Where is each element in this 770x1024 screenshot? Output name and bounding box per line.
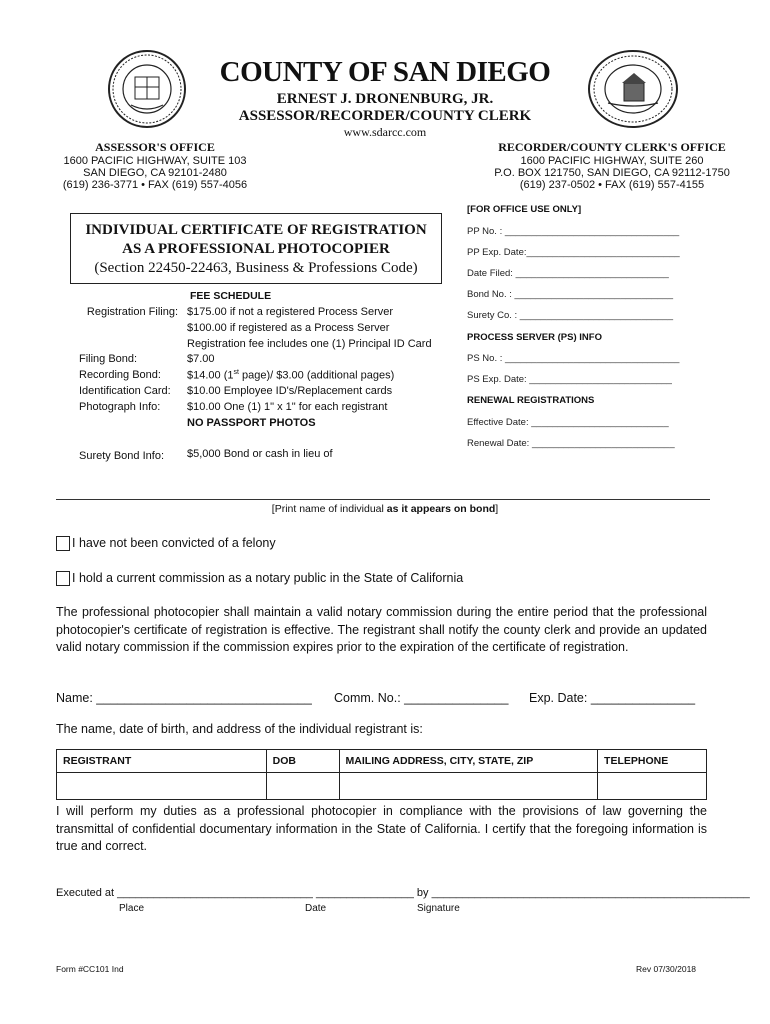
address-column-header: MAILING ADDRESS, CITY, STATE, ZIP bbox=[339, 750, 598, 773]
certificate-title-line-2: AS A PROFESSIONAL PHOTOCOPIER bbox=[122, 241, 390, 257]
date-filed-field[interactable]: Date Filed: _____________________________ bbox=[467, 268, 669, 279]
notary-statement: I hold a current commission as a notary public in the State of California bbox=[72, 571, 464, 585]
signature-caption: Signature bbox=[417, 903, 460, 914]
comm-no-field[interactable]: Comm. No.: _______________ bbox=[334, 691, 509, 705]
print-name-prefix: [Print name of individual bbox=[271, 503, 387, 515]
renewal-date-field[interactable]: Renewal Date: ___________________________ bbox=[467, 438, 675, 449]
notary-checkbox[interactable] bbox=[56, 571, 70, 586]
process-server-heading: PROCESS SERVER (PS) INFO bbox=[467, 332, 602, 343]
assessor-address-block bbox=[40, 140, 270, 191]
recording-bond-fee-b: page)/ $3.00 (additional pages) bbox=[238, 369, 395, 382]
registration-fee-2: $100.00 if registered as a Process Server bbox=[187, 322, 390, 334]
telephone-cell[interactable] bbox=[598, 773, 707, 800]
registrant-cell[interactable] bbox=[57, 773, 267, 800]
registration-fee-3: Registration fee includes one (1) Principal ID Card bbox=[187, 338, 432, 350]
fee-schedule-heading: FEE SCHEDULE bbox=[190, 290, 272, 302]
certification-paragraph: I will perform my duties as a professional photocopier in compliance with the provisions of law governing the transmittal of confidential documentary information in the State of California. I certify that the foregoing information is true and correct. bbox=[56, 804, 707, 853]
table-header-row bbox=[57, 750, 707, 773]
assessor-heading: ASSESSOR'S OFFICE bbox=[95, 140, 215, 154]
form-number: Form #CC101 Ind bbox=[56, 964, 124, 974]
felony-statement: I have not been convicted of a felony bbox=[72, 536, 276, 550]
registrant-column-header: REGISTRANT bbox=[57, 750, 267, 773]
no-passport-note: NO PASSPORT PHOTOS bbox=[187, 417, 316, 429]
assessor-address-2: SAN DIEGO, CA 92101-2480 bbox=[83, 167, 227, 179]
revision-date: Rev 07/30/2018 bbox=[636, 964, 697, 974]
website-link[interactable]: www.sdarcc.com bbox=[343, 125, 427, 139]
bond-no-field[interactable]: Bond No. : ______________________________ bbox=[467, 289, 674, 300]
office-title: ASSESSOR/RECORDER/COUNTY CLERK bbox=[238, 108, 532, 124]
filing-bond-fee: $7.00 bbox=[187, 353, 215, 365]
id-card-label: Identification Card: bbox=[79, 385, 171, 397]
address-cell[interactable] bbox=[339, 773, 598, 800]
notary-commission-paragraph: The professional photocopier shall maintain a valid notary commission during the entire period that the professional photocopier's certificate of registration is effective. The registrant shall notify the county clerk and provide an updated valid notary commission if the commission expires prior to the expiration of the certificate of registration. bbox=[56, 605, 707, 654]
recording-bond-fee-sup: st bbox=[233, 369, 239, 376]
recorder-address-block bbox=[470, 140, 754, 191]
office-use-heading: [FOR OFFICE USE ONLY] bbox=[467, 204, 582, 215]
registrant-table bbox=[56, 749, 707, 800]
page-title: COUNTY OF SAN DIEGO bbox=[219, 56, 551, 88]
ps-no-field[interactable]: PS No. : _________________________________ bbox=[467, 353, 680, 364]
filing-bond-label: Filing Bond: bbox=[79, 353, 138, 365]
official-name: ERNEST J. DRONENBURG, JR. bbox=[276, 91, 494, 107]
print-name-line[interactable] bbox=[56, 499, 710, 500]
assessor-phone: (619) 236-3771 • FAX (619) 557-4056 bbox=[62, 179, 248, 191]
surety-bond-label: Surety Bond Info: bbox=[79, 450, 164, 462]
photograph-label: Photograph Info: bbox=[79, 401, 161, 413]
dob-column-header: DOB bbox=[266, 750, 339, 773]
print-name-suffix: ] bbox=[495, 503, 499, 515]
renewal-heading: RENEWAL REGISTRATIONS bbox=[467, 395, 595, 406]
certificate-title-line-1: INDIVIDUAL CERTIFICATE OF REGISTRATION bbox=[85, 222, 427, 238]
certificate-code-section: (Section 22450-22463, Business & Professions Code) bbox=[94, 260, 418, 276]
recorder-address-2: P.O. BOX 121750, SAN DIEGO, CA 92112-1750 bbox=[494, 167, 730, 179]
pp-exp-date-field[interactable]: PP Exp. Date:_____________________________ bbox=[467, 247, 680, 258]
id-card-fee: $10.00 Employee ID's/Replacement cards bbox=[187, 385, 393, 397]
telephone-column-header: TELEPHONE bbox=[598, 750, 707, 773]
recording-bond-fee-a: $14.00 (1 bbox=[187, 369, 234, 382]
print-name-bold: as it appears on bond bbox=[386, 503, 496, 515]
pp-no-field[interactable]: PP No. : _________________________________ bbox=[467, 226, 680, 237]
place-caption: Place bbox=[119, 903, 145, 914]
executed-at-line[interactable]: Executed at ________________________________ ________________ by ____________________________________________________ bbox=[56, 887, 750, 899]
surety-co-field[interactable]: Surety Co. : _____________________________ bbox=[467, 310, 674, 321]
recorder-phone: (619) 237-0502 • FAX (619) 557-4155 bbox=[519, 179, 705, 191]
recording-bond-fee bbox=[187, 369, 394, 382]
felony-checkbox[interactable] bbox=[56, 536, 70, 551]
date-caption: Date bbox=[305, 903, 327, 914]
recording-bond-label: Recording Bond: bbox=[79, 369, 161, 381]
print-name-caption bbox=[0, 503, 770, 515]
certificate-title-box bbox=[70, 213, 442, 284]
ps-exp-date-field[interactable]: PS Exp. Date: ___________________________ bbox=[467, 374, 672, 385]
registrant-intro: The name, date of birth, and address of the individual registrant is: bbox=[56, 722, 423, 736]
table-row bbox=[57, 773, 707, 800]
recorder-address-1: 1600 PACIFIC HIGHWAY, SUITE 260 bbox=[520, 155, 704, 167]
dob-cell[interactable] bbox=[266, 773, 339, 800]
assessor-address-1: 1600 PACIFIC HIGHWAY, SUITE 103 bbox=[63, 155, 247, 167]
photograph-fee: $10.00 One (1) 1" x 1" for each registrant bbox=[187, 401, 388, 413]
registration-fee-1: $175.00 if not a registered Process Server bbox=[187, 306, 394, 318]
recorder-heading: RECORDER/COUNTY CLERK'S OFFICE bbox=[498, 140, 726, 154]
name-field[interactable]: Name: _______________________________ bbox=[56, 691, 312, 705]
exp-date-field[interactable]: Exp. Date: _______________ bbox=[529, 691, 696, 705]
registration-filing-label: Registration Filing: bbox=[86, 306, 178, 318]
effective-date-field[interactable]: Effective Date: __________________________ bbox=[467, 417, 669, 428]
surety-bond-info: $5,000 Bond or cash in lieu of bbox=[187, 448, 333, 460]
